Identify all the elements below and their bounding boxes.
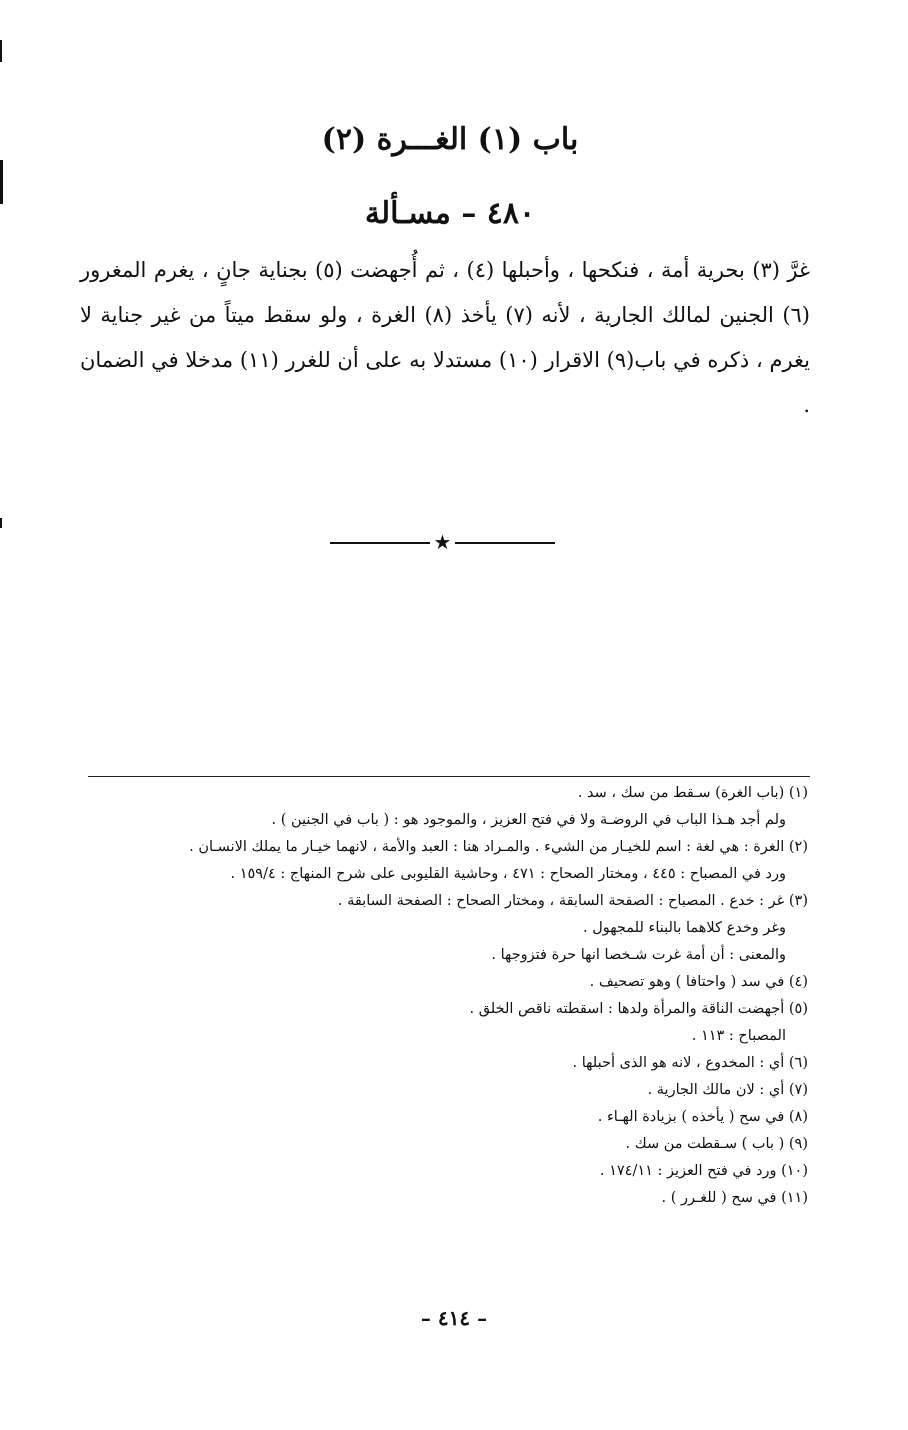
footnote-line: والمعنى : أن أمة غرت شـخصا انها حرة فتزوجها . xyxy=(491,947,786,963)
footnote-line: (٥) أجهضت الناقة والمرأة ولدها : اسقطته ناقص الخلق . xyxy=(469,1001,808,1017)
divider-line-right xyxy=(455,542,555,544)
issue-title: ٤٨٠ – مسـألة xyxy=(364,196,536,231)
page-number: – ٤١٤ – xyxy=(420,1306,488,1330)
footnote-line: (٤) في سد ( واحتافا ) وهو تصحيف . xyxy=(589,974,808,990)
footnote-line: (٨) في سح ( يأخذه ) بزيادة الهـاء . xyxy=(597,1109,808,1125)
footnote-line: ورد في المصباح : ٤٤٥ ، ومختار الصحاح : ٤٧١ ، وحاشية القليوبى على شرح المنهاج : ١٥٩/٤ . xyxy=(230,866,786,882)
footnote-line: ولم أجد هـذا الباب في الروضـة ولا في فتح العزيز ، والموجود هو : ( باب في الجنين ) . xyxy=(271,812,786,828)
scan-edge-mark xyxy=(0,518,2,528)
footnote-line: (٣) غر : خدع . المصباح : الصفحة السابقة ، ومختار الصحاح : الصفحة السابقة . xyxy=(337,893,808,909)
footnotes xyxy=(88,780,808,1212)
footnote-line: (٧) أي : لان مالك الجارية . xyxy=(647,1082,808,1098)
scan-edge-mark xyxy=(0,40,2,62)
footnote-line: (٦) أي : المخدوع ، لانه هو الذى أحبلها . xyxy=(572,1055,808,1071)
footnote-line: (٩) ( باب ) سـقطت من سك . xyxy=(625,1136,808,1152)
footnote-line: (١) (باب الغرة) سـقط من سك ، سد . xyxy=(577,785,808,801)
footnote-line: (١١) في سح ( للغـرر ) . xyxy=(661,1190,808,1206)
footnote-line: (٢) الغرة : هي لغة : اسم للخيـار من الشيء . والمـراد هنا : العبد والأمة ، لانهما خيـار ما يملك الانسـان . xyxy=(189,839,808,855)
footnote-line: (١٠) ورد في فتح العزيز : ١٧٤/١١ . xyxy=(599,1163,808,1179)
section-divider xyxy=(330,530,555,554)
body-paragraph: غرَّ (٣) بحرية أمة ، فنكحها ، وأحبلها (٤) ، ثم أُجهضت (٥) بجناية جانٍ ، يغرم المغرور (٦) الجنين لمالك الجارية ، لأنه (٧) يأخذ (٨) الغرة ، ولو سقط ميتاً من غير جناية لا يغرم ، ذكره في باب(٩) الاقرار (١٠) مستدلا به على أن للغرر (١١) مدخلا في الضمان . xyxy=(80,258,811,417)
scan-edge-mark xyxy=(0,160,3,204)
divider-line-left xyxy=(330,542,430,544)
star-icon: ★ xyxy=(433,530,452,554)
footnote-line: المصباح : ١١٣ . xyxy=(691,1028,786,1044)
footnote-separator xyxy=(88,776,810,777)
footnote-line: وغر وخدع كلاهما بالبناء للمجهول . xyxy=(583,920,786,936)
chapter-title: باب (١) الغـــرة (٢) xyxy=(321,122,579,157)
